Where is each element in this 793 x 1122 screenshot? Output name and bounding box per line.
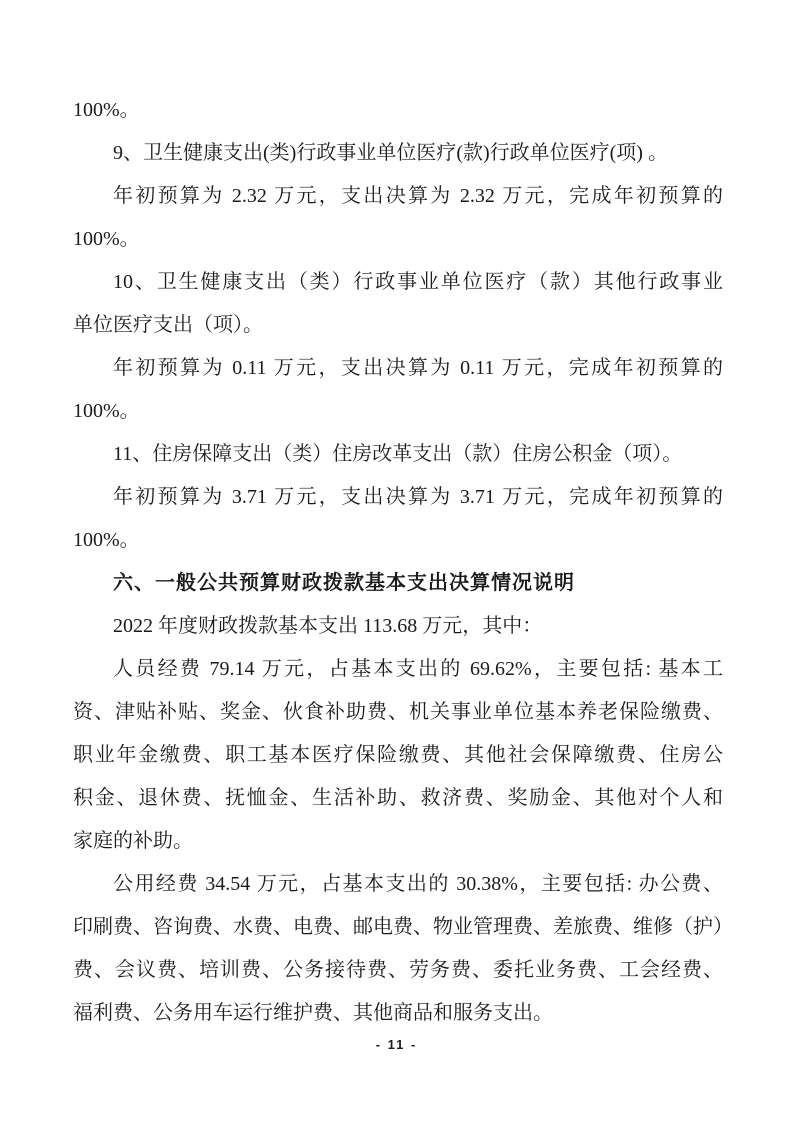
text-line: 10、卫生健康支出（类）行政事业单位医疗（款）其他行政事业 (113, 271, 723, 293)
paragraph (73, 433, 723, 476)
text-line: 100%。 (73, 529, 140, 551)
paragraph (73, 347, 723, 433)
text-line: 资、津贴补贴、奖金、伙食补助费、机关事业单位基本养老保险缴费、 (73, 701, 723, 723)
text-line: 100%。 (73, 99, 140, 121)
page-number: - 11 - (375, 1037, 418, 1052)
text-line: 福利费、公务用车运行维护费、其他商品和服务支出。 (73, 1002, 553, 1024)
text-line: 单位医疗支出（项）。 (73, 314, 263, 336)
text-line: 11、住房保障支出（类）住房改革支出（款）住房公积金（项）。 (113, 443, 683, 465)
text-line: 公用经费 34.54 万元，占基本支出的 30.38%，主要包括: 办公费、 (113, 873, 723, 895)
text-line: 年初预算为 0.11 万元，支出决算为 0.11 万元，完成年初预算的 (113, 357, 723, 379)
text-line: 100%。 (73, 400, 140, 422)
document-body (73, 89, 733, 1035)
text-line: 年初预算为 2.32 万元，支出决算为 2.32 万元，完成年初预算的 (113, 185, 723, 207)
text-line: 职业年金缴费、职工基本医疗保险缴费、其他社会保障缴费、住房公 (73, 744, 723, 766)
text-line: 100%。 (73, 228, 140, 250)
text-line: 年初预算为 3.71 万元，支出决算为 3.71 万元，完成年初预算的 (113, 486, 723, 508)
text-line: 积金、退休费、抚恤金、生活补助、救济费、奖励金、其他对个人和 (73, 787, 723, 809)
section-heading (73, 562, 723, 605)
paragraph (73, 476, 723, 562)
text-line: 9、卫生健康支出(类)行政事业单位医疗(款)行政单位医疗(项) 。 (113, 142, 668, 164)
text-line: 人员经费 79.14 万元，占基本支出的 69.62%，主要包括: 基本工 (113, 658, 723, 680)
paragraph (73, 605, 723, 648)
text-line: 印刷费、咨询费、水费、电费、邮电费、物业管理费、差旅费、维修（护） (73, 916, 733, 938)
paragraph (73, 89, 723, 132)
text-line: 六、一般公共预算财政拨款基本支出决算情况说明 (113, 572, 575, 594)
text-line: 费、会议费、培训费、公务接待费、劳务费、委托业务费、工会经费、 (73, 959, 723, 981)
paragraph (73, 863, 733, 1035)
paragraph (73, 175, 723, 261)
paragraph (73, 132, 723, 175)
text-line: 2022 年度财政拨款基本支出 113.68 万元，其中： (113, 615, 543, 637)
paragraph (73, 261, 723, 347)
paragraph (73, 648, 723, 863)
text-line: 家庭的补助。 (73, 830, 193, 852)
